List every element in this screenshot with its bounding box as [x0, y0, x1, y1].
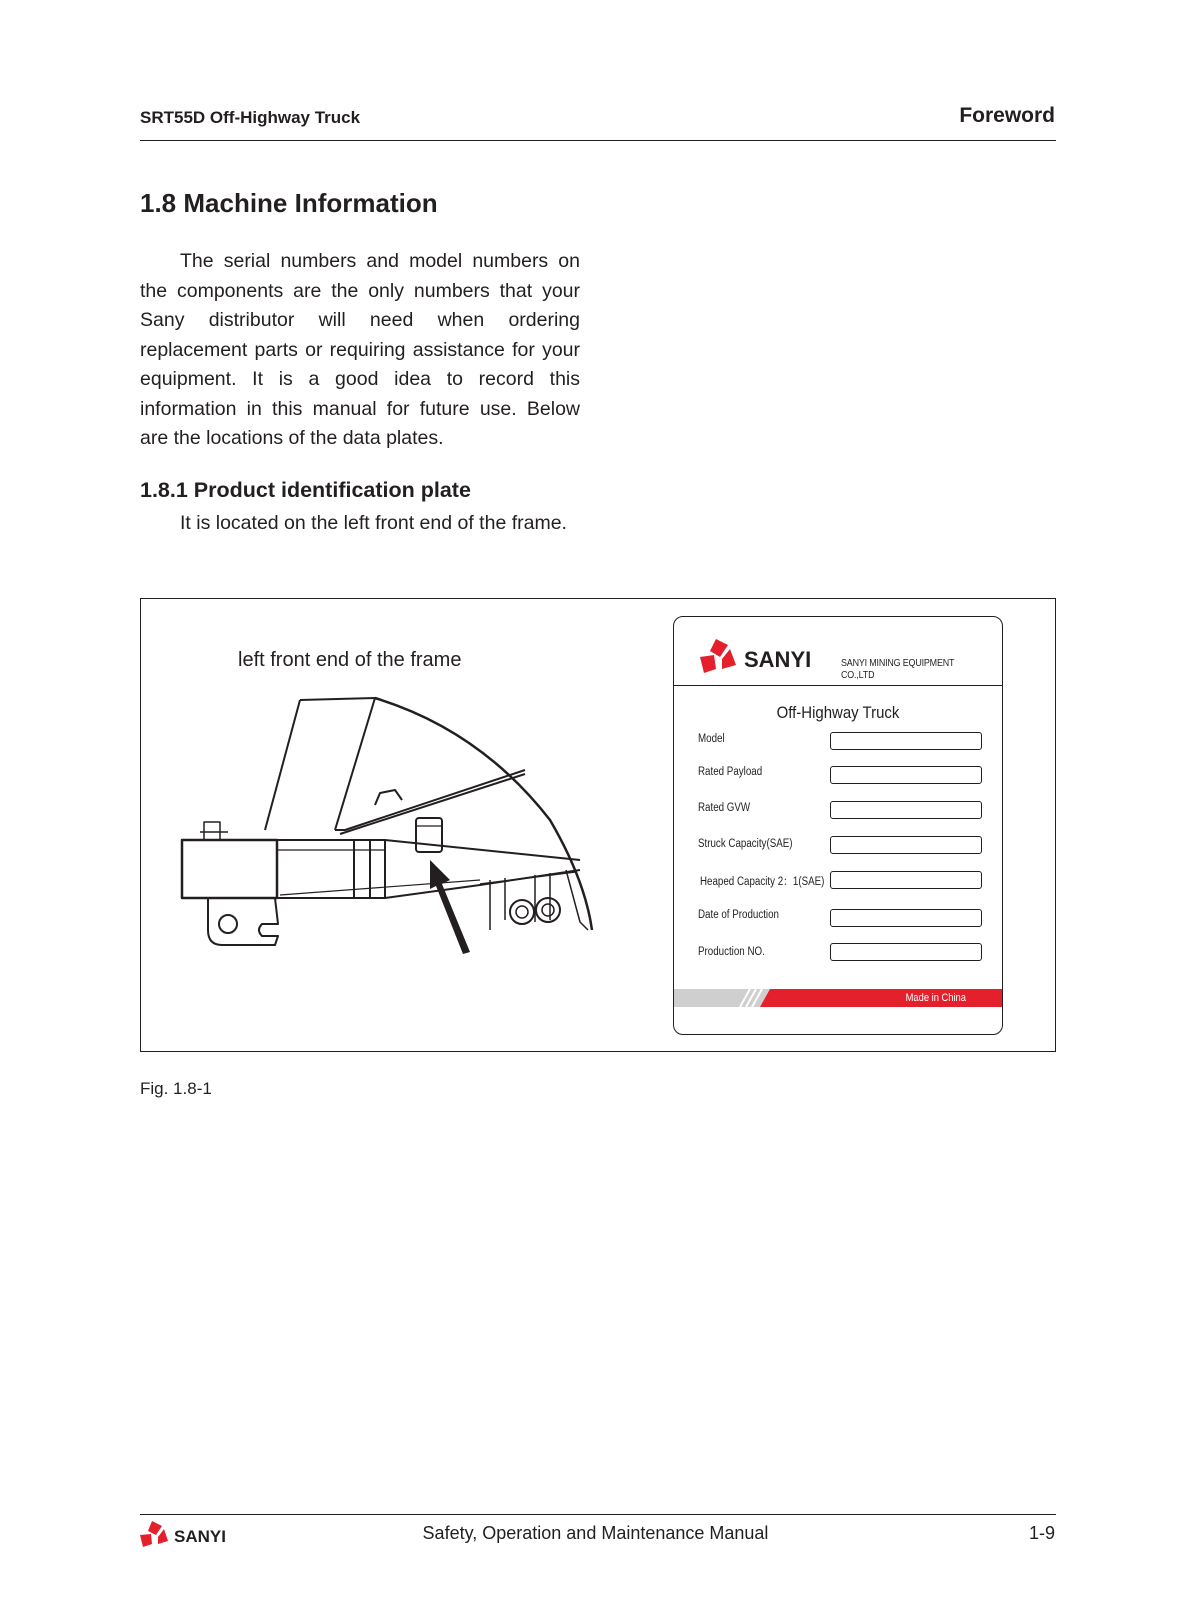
- header-divider: [140, 140, 1056, 141]
- plate-divider: [674, 685, 1002, 686]
- footer-divider: [140, 1514, 1056, 1515]
- manual-title: Safety, Operation and Maintenance Manual: [422, 1523, 769, 1543]
- subsection-paragraph: It is located on the left front end of the frame.: [180, 512, 567, 534]
- truck-frame-drawing: [180, 690, 600, 970]
- plate-company: SANYI MINING EQUIPMENT CO.,LTD: [841, 657, 955, 681]
- subsection-title: 1.8.1 Product identification plate: [140, 478, 471, 502]
- plate-row-label: Production NO.: [698, 946, 765, 958]
- made-in-label: Made in China: [905, 992, 966, 1004]
- page-number: 1-9: [1028, 1523, 1055, 1543]
- footer-brand: SANYI: [174, 1527, 226, 1546]
- figure-caption: Fig. 1.8-1: [140, 1079, 212, 1098]
- plate-row-label: Heaped Capacity 2：1(SAE): [700, 876, 825, 888]
- plate-row-label: Rated GVW: [698, 802, 751, 814]
- document-title: SRT55D Off-Highway Truck: [140, 108, 361, 127]
- plate-field-model: [830, 732, 982, 750]
- plate-brand: SANYI: [744, 647, 812, 672]
- section-title: 1.8 Machine Information: [140, 188, 438, 218]
- plate-row-label: Rated Payload: [698, 766, 763, 778]
- plate-row-label: Date of Production: [698, 909, 779, 921]
- sanyi-logo-icon: [696, 635, 826, 679]
- plate-title: Off-Highway Truck: [776, 703, 900, 722]
- intro-paragraph: The serial numbers and model numbers on the components are the only numbers that your Sany distributor will need when ordering replacement parts or requiring assistance for your equipment. It is a good idea to record this information in this manual for future use. Below are the locations of the data plates.: [140, 250, 580, 449]
- plate-field-rated-payload: [830, 766, 982, 784]
- section-name: Foreword: [959, 104, 1055, 127]
- plate-field-date-of-production: [830, 909, 982, 927]
- figure-location-label: left front end of the frame: [238, 649, 462, 671]
- identification-plate: [673, 616, 1003, 1035]
- plate-field-production-no: [830, 943, 982, 961]
- plate-field-struck-capacity: [830, 836, 982, 854]
- pointer-arrow-icon: [430, 860, 470, 954]
- plate-field-heaped-capacity: [830, 871, 982, 889]
- plate-row-label: Model: [698, 733, 725, 745]
- plate-field-rated-gvw: [830, 801, 982, 819]
- plate-row-label: Struck Capacity(SAE): [698, 838, 793, 850]
